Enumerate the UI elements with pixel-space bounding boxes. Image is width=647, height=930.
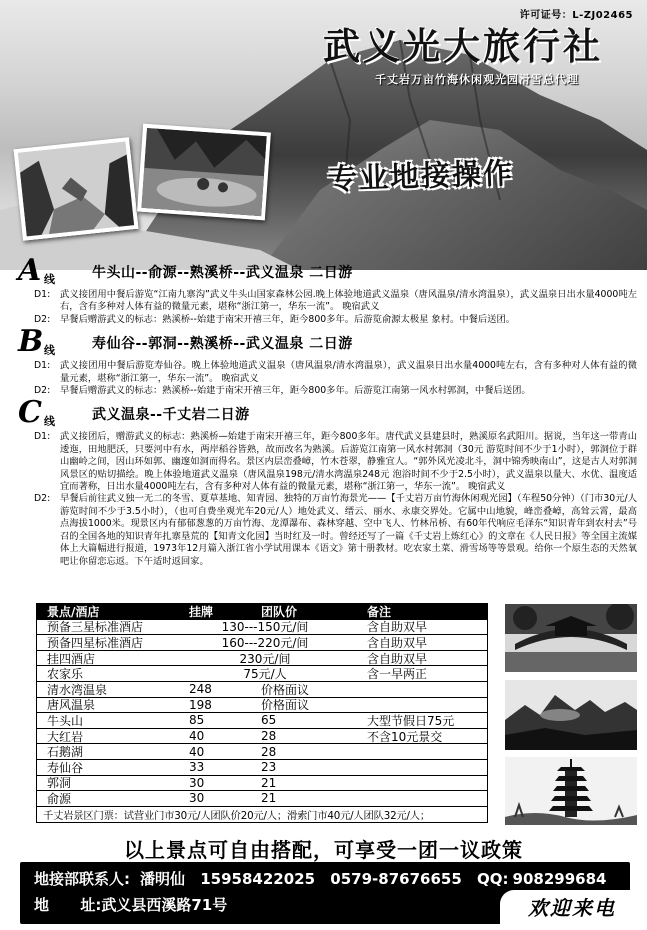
photo-valley bbox=[14, 137, 139, 241]
mobile-number[interactable]: 15958422025 bbox=[200, 870, 316, 888]
route-badge: A 线 bbox=[18, 253, 55, 288]
header-banner bbox=[0, 0, 647, 270]
column-header: 挂牌 bbox=[189, 604, 214, 619]
table-row: 预备四星标准酒店 160---220元/间 含自助双早 bbox=[37, 635, 487, 651]
table-row: 唐风温泉 198 价格面议 bbox=[37, 698, 487, 714]
column-header: 团队价 bbox=[261, 604, 298, 619]
table-row: 郭洞 30 21 bbox=[37, 776, 487, 792]
column-header: 景点/酒店 bbox=[47, 604, 100, 619]
table-row: 大红岩 40 28 不含10元景交 bbox=[37, 729, 487, 745]
column-header: 备注 bbox=[367, 604, 392, 619]
table-row: 寿仙谷 33 23 bbox=[37, 760, 487, 776]
route-a bbox=[0, 255, 647, 326]
photo-bridge bbox=[505, 604, 637, 672]
contact-name: 潘明仙 bbox=[140, 870, 186, 888]
route-day: D1: 武义接团用中餐后游览“江南九寨沟”武义牛头山国家森林公园.晚上体验地道武义温泉（唐风温泉/清水湾温泉），武义温泉日出水量4000吨左右，含有多种对人体有益的微量元素，堪称“浙江第一，华东一流”。 晚宿武义 bbox=[34, 289, 637, 313]
address-label: 地 址: bbox=[34, 896, 102, 914]
photo-pagoda bbox=[505, 757, 637, 825]
table-header-row bbox=[37, 604, 487, 620]
table-row: 挂四酒店 230元/间 含自助双早 bbox=[37, 651, 487, 667]
address-line bbox=[34, 894, 227, 915]
qq-number[interactable]: 908299684 bbox=[512, 870, 607, 888]
route-day: D2: 早餐后赠游武义的标志：熟溪桥--始建于南宋开禧三年，距今800多年。后游览江南第一风水村郭洞，中餐后送团。 bbox=[34, 385, 531, 397]
route-badge: C 线 bbox=[18, 395, 55, 431]
welcome-box bbox=[500, 890, 630, 924]
photo-peaks bbox=[505, 680, 637, 750]
route-title: 寿仙谷--郭洞--熟溪桥--武义温泉 二日游 bbox=[92, 336, 353, 353]
table-row: 俞源 30 21 bbox=[37, 791, 487, 807]
route-day: D2: 早餐后前往武义独一无二的冬雪、夏草基地、知青园、独特的万亩竹海景光——【千丈岩万亩竹海休闲观光园】（车程50分钟）（门市30元/人游览时间不少于3.5小时），（也可自费坐观光车20元/人）地处武义、缙云、丽水、永康交界处。它属中山地貌，峰峦叠嶂，高耸云霄，最高点海拔1000米。现景区内有郁郁葱葱的万亩竹海、龙潭瀑布、森林穿越、空中飞人、竹林吊桥、有60年代响应毛泽东“知识青年到农村去”号召的全国各地的知识青年扎寨垦荒的【知青文化园】当时红及一时。曾经还写了一篇《千丈岩上炼红心》的文章在《人民日报》等全国主流媒体上大篇幅进行报道，1973年12月篇入浙江省小学试用课本《语文》第十册教材。吃农家土菜、滑雪场等等景观。给你一个原生态的天然氧吧让你留恋忘返。下午适时返回家。 bbox=[34, 493, 637, 567]
price-table bbox=[36, 603, 488, 823]
route-day: D1: 武义接团用中餐后游览寿仙谷。晚上体验地道武义温泉（唐风温泉/清水湾温泉），武义温泉日出水量4000吨左右，含有多种对人体有益的微量元素，堪称“浙江第一，华东一流”。 晚宿武义 bbox=[34, 360, 637, 384]
table-row: 牛头山 85 65 大型节假日75元 bbox=[37, 713, 487, 729]
route-title: 牛头山--俞源--熟溪桥--武义温泉 二日游 bbox=[92, 265, 353, 281]
table-row: 石鹅湖 40 28 bbox=[37, 744, 487, 760]
slogan: 专业地接操作 bbox=[327, 155, 515, 197]
route-day: D2: 早餐后赠游武义的标志：熟溪桥--始建于南宋开禧三年，距今800多年。后游览俞源太极星 象村。中餐后送团。 bbox=[34, 313, 516, 325]
agency-subtitle: 千丈岩万亩竹海休闲观光园滑雪总代理 bbox=[375, 73, 579, 86]
table-row: 农家乐 75元/人 含一早两正 bbox=[37, 666, 487, 682]
policy-banner: 以上景点可自由搭配，可享受一团一议政策 bbox=[124, 838, 523, 862]
qq-label: QQ: bbox=[477, 870, 509, 888]
welcome-text: 欢迎来电 bbox=[528, 896, 616, 920]
contact-line bbox=[34, 868, 616, 889]
phone-number[interactable]: 0579-87676655 bbox=[330, 870, 462, 888]
route-b bbox=[0, 326, 647, 397]
route-day: D1: 武义接团后，赠游武义的标志：熟溪桥—始建于南宋开禧三年，距今800多年。唐代武义县建县时，熟溪原名武阳川。据说，当年这一带青山逶迤，田地肥沃，只要河中有水，两岸稻谷皆熟，故而改名为熟溪。后游览江南第一风水村郭洞（30元 游览时间不少于1小时），郭洞位于群山幽岭之间，因山环如郭、幽邃如洞而得名。景区内层峦叠嶂，竹木苍翠，静雅宜人。“郭外风光凌北斗，洞中锦秀映南山”，这是古人对郭洞风景区的贴切描绘。晚上体验地道武义温泉（唐风温泉198元/清水湾温泉248元 泡浴时间不少于2.5小时），武义温泉以量大、水优、温度适宜而著称，日出水量4000吨左右，含有多种对人体有益的微量元素，堪称“浙江第一，华东一流”。 晚宿武义 bbox=[34, 431, 637, 493]
license-number: 许可证号：L-ZJ02465 bbox=[519, 10, 633, 21]
route-title: 武义温泉--千丈岩二日游 bbox=[92, 407, 250, 424]
agency-title: 武义光大旅行社 bbox=[323, 24, 603, 68]
table-note-row: 千丈岩景区门票：试营业门市30元/人团队价20元/人；滑索门市40元/人团队32元/人； bbox=[43, 810, 430, 823]
photo-hotspring bbox=[137, 124, 271, 221]
address-text: 武义县西溪路71号 bbox=[101, 896, 228, 914]
table-row: 清水湾温泉 248 价格面议 bbox=[37, 682, 487, 698]
table-row: 预备三星标准酒店 130---150元/间 含自助双早 bbox=[37, 620, 487, 636]
route-list bbox=[0, 255, 647, 568]
route-badge: B 线 bbox=[18, 324, 55, 360]
contact-label: 地接部联系人: bbox=[34, 870, 130, 888]
contact-footer bbox=[20, 862, 630, 924]
route-c bbox=[0, 397, 647, 567]
